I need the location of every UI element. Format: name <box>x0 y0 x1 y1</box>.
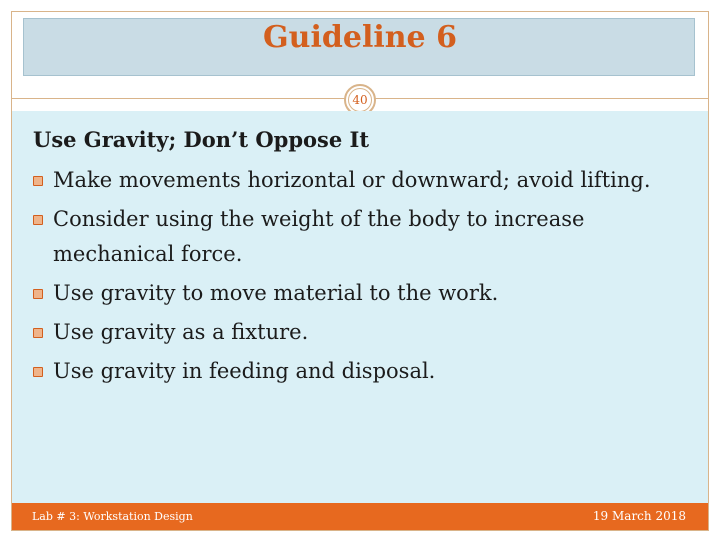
square-bullet-icon <box>33 176 43 186</box>
content-heading: Use Gravity; Don’t Oppose It <box>33 127 370 152</box>
bullet-item <box>33 276 673 311</box>
bullet-item <box>33 354 673 389</box>
bullet-text: Use gravity to move material to the work. <box>53 281 499 305</box>
bullet-text: Make movements horizontal or downward; avoid lifting. <box>53 168 651 192</box>
square-bullet-icon <box>33 328 43 338</box>
bullet-item <box>33 163 673 198</box>
bullet-item <box>33 315 673 350</box>
bullet-list <box>33 163 673 393</box>
square-bullet-icon <box>33 289 43 299</box>
bullet-text: Use gravity in feeding and disposal. <box>53 359 436 383</box>
bullet-item <box>33 202 673 272</box>
bullet-text: Consider using the weight of the body to increase mechanical force. <box>53 207 585 266</box>
footer-date: 19 March 2018 <box>592 509 686 523</box>
slide-title: Guideline 6 <box>263 20 457 55</box>
square-bullet-icon <box>33 215 43 225</box>
bullet-text: Use gravity as a fixture. <box>53 320 309 344</box>
square-bullet-icon <box>33 367 43 377</box>
footer-course-label: Lab # 3: Workstation Design <box>32 510 193 523</box>
page-number: 40 <box>348 88 372 112</box>
